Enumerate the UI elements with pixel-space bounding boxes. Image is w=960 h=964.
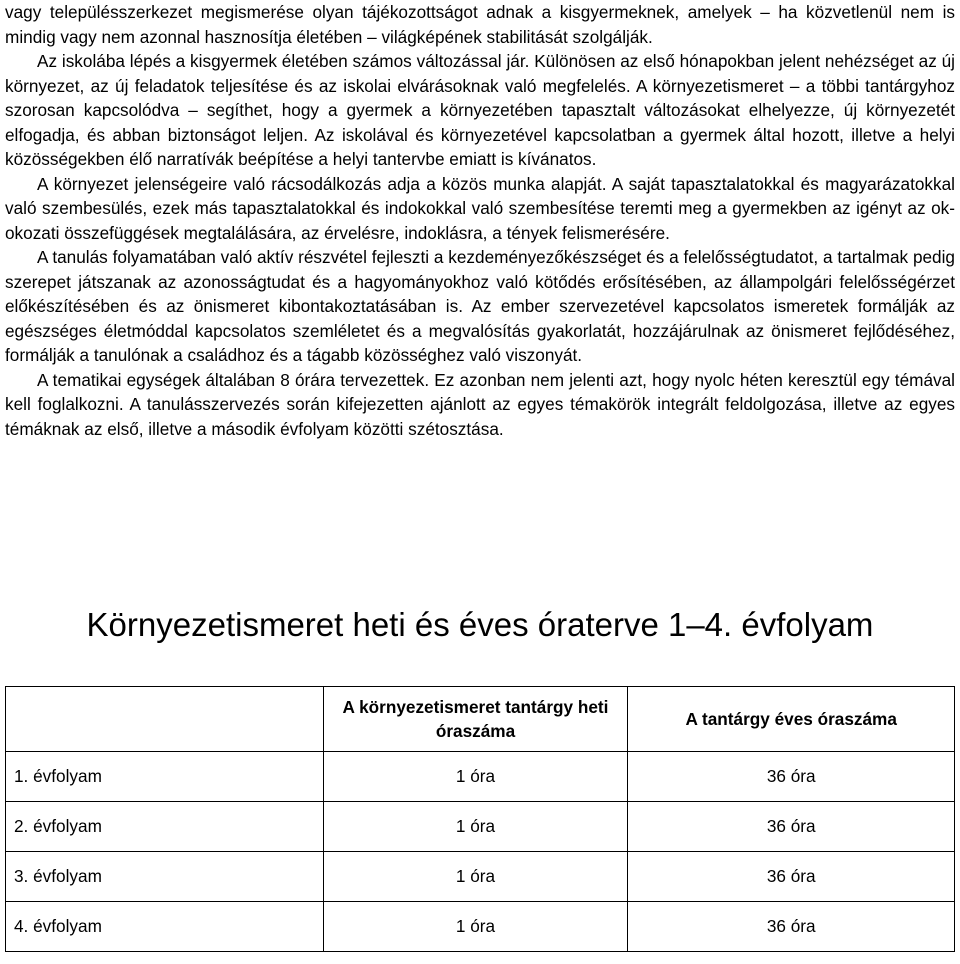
yearly-hours-cell: 36 óra [628, 852, 955, 902]
yearly-hours-cell: 36 óra [628, 902, 955, 952]
grade-cell: 2. évfolyam [6, 802, 324, 852]
table-row [6, 902, 955, 952]
paragraph-5: A tematikai egységek általában 8 órára tervezettek. Ez azonban nem jelenti azt, hogy nyolc héten keresztül egy témával kell foglalkozni. A tanulásszervezés során kifejezetten ajánlott az egyes témakörök integrált feldolgozása, illetve az egyes témáknak az első, illetve a második évfolyam közötti szétosztása. [5, 369, 955, 439]
weekly-hours-cell: 1 óra [323, 852, 628, 902]
weekly-hours-cell: 1 óra [323, 802, 628, 852]
header-weekly-hours: A környezetismeret tantárgy heti óraszáma [323, 687, 628, 752]
table-row [6, 852, 955, 902]
weekly-hours-cell: 1 óra [323, 902, 628, 952]
yearly-hours-cell: 36 óra [628, 752, 955, 802]
table-row [6, 752, 955, 802]
yearly-hours-cell: 36 óra [628, 802, 955, 852]
hours-table [5, 686, 955, 952]
paragraph-3: A környezet jelenségeire való rácsodálkozás adja a közös munka alapját. A saját tapasztalatokkal és magyarázatokkal való szembesülés, ezek más tapasztalatokkal és indokokkal való szembesítése teremti meg a gyermekben az igényt az ok-okozati összefüggések megtalálására, az érvelésre, indoklásra, a tények felismerésére. [5, 173, 955, 243]
header-empty [6, 687, 324, 752]
paragraph-1: vagy településszerkezet megismerése olyan tájékozottságot adnak a kisgyermeknek, amelyek – ha közvetlenül nem is mindig vagy nem azonnal hasznosítja életében – világképének stabilitását szolgálják. [5, 2, 955, 47]
grade-cell: 4. évfolyam [6, 902, 324, 952]
table-row [6, 802, 955, 852]
section-heading: Környezetismeret heti és éves óraterve 1–4. évfolyam [86, 606, 874, 643]
grade-cell: 1. évfolyam [6, 752, 324, 802]
paragraph-4: A tanulás folyamatában való aktív részvétel fejleszti a kezdeményezőkészséget és a felelősségtudatot, a tartalmak pedig szerepet játszanak az azonosságtudat és a hagyományokhoz való kötődés erősítésében, az állampolgári felelősségérzet előkészítésében és az önismeret kibontakoztatásában is. Az ember szervezetével kapcsolatos ismeretek formálják az egészséges életmóddal kapcsolatos szemléletet és a megvalósítás gyakorlatát, hozzájárulnak az önismeret fejlődéséhez, formálják a tanulónak a családhoz és a tágabb közösséghez való viszonyát. [5, 247, 955, 365]
grade-cell: 3. évfolyam [6, 852, 324, 902]
paragraph-2: Az iskolába lépés a kisgyermek életében számos változással jár. Különösen az első hónapokban jelent nehézséget az új környezet, az új feladatok teljesítése és az iskolai elvárásoknak való megfelelés. A környezetismeret – a többi tantárgyhoz szorosan kapcsolódva – segíthet, hogy a gyermek a környezetében tapasztalt változásokat elhelyezze, új környezetét elfogadja, és abban biztonságot leljen. Az iskolával és környezetével kapcsolatban a gyermek által hozott, illetve a helyi közösségekben élő narratívák beépítése a helyi tantervbe emiatt is kívánatos. [5, 51, 955, 169]
header-yearly-hours: A tantárgy éves óraszáma [628, 687, 955, 752]
table-header-row [6, 687, 955, 752]
document-body [5, 0, 955, 441]
weekly-hours-cell: 1 óra [323, 752, 628, 802]
